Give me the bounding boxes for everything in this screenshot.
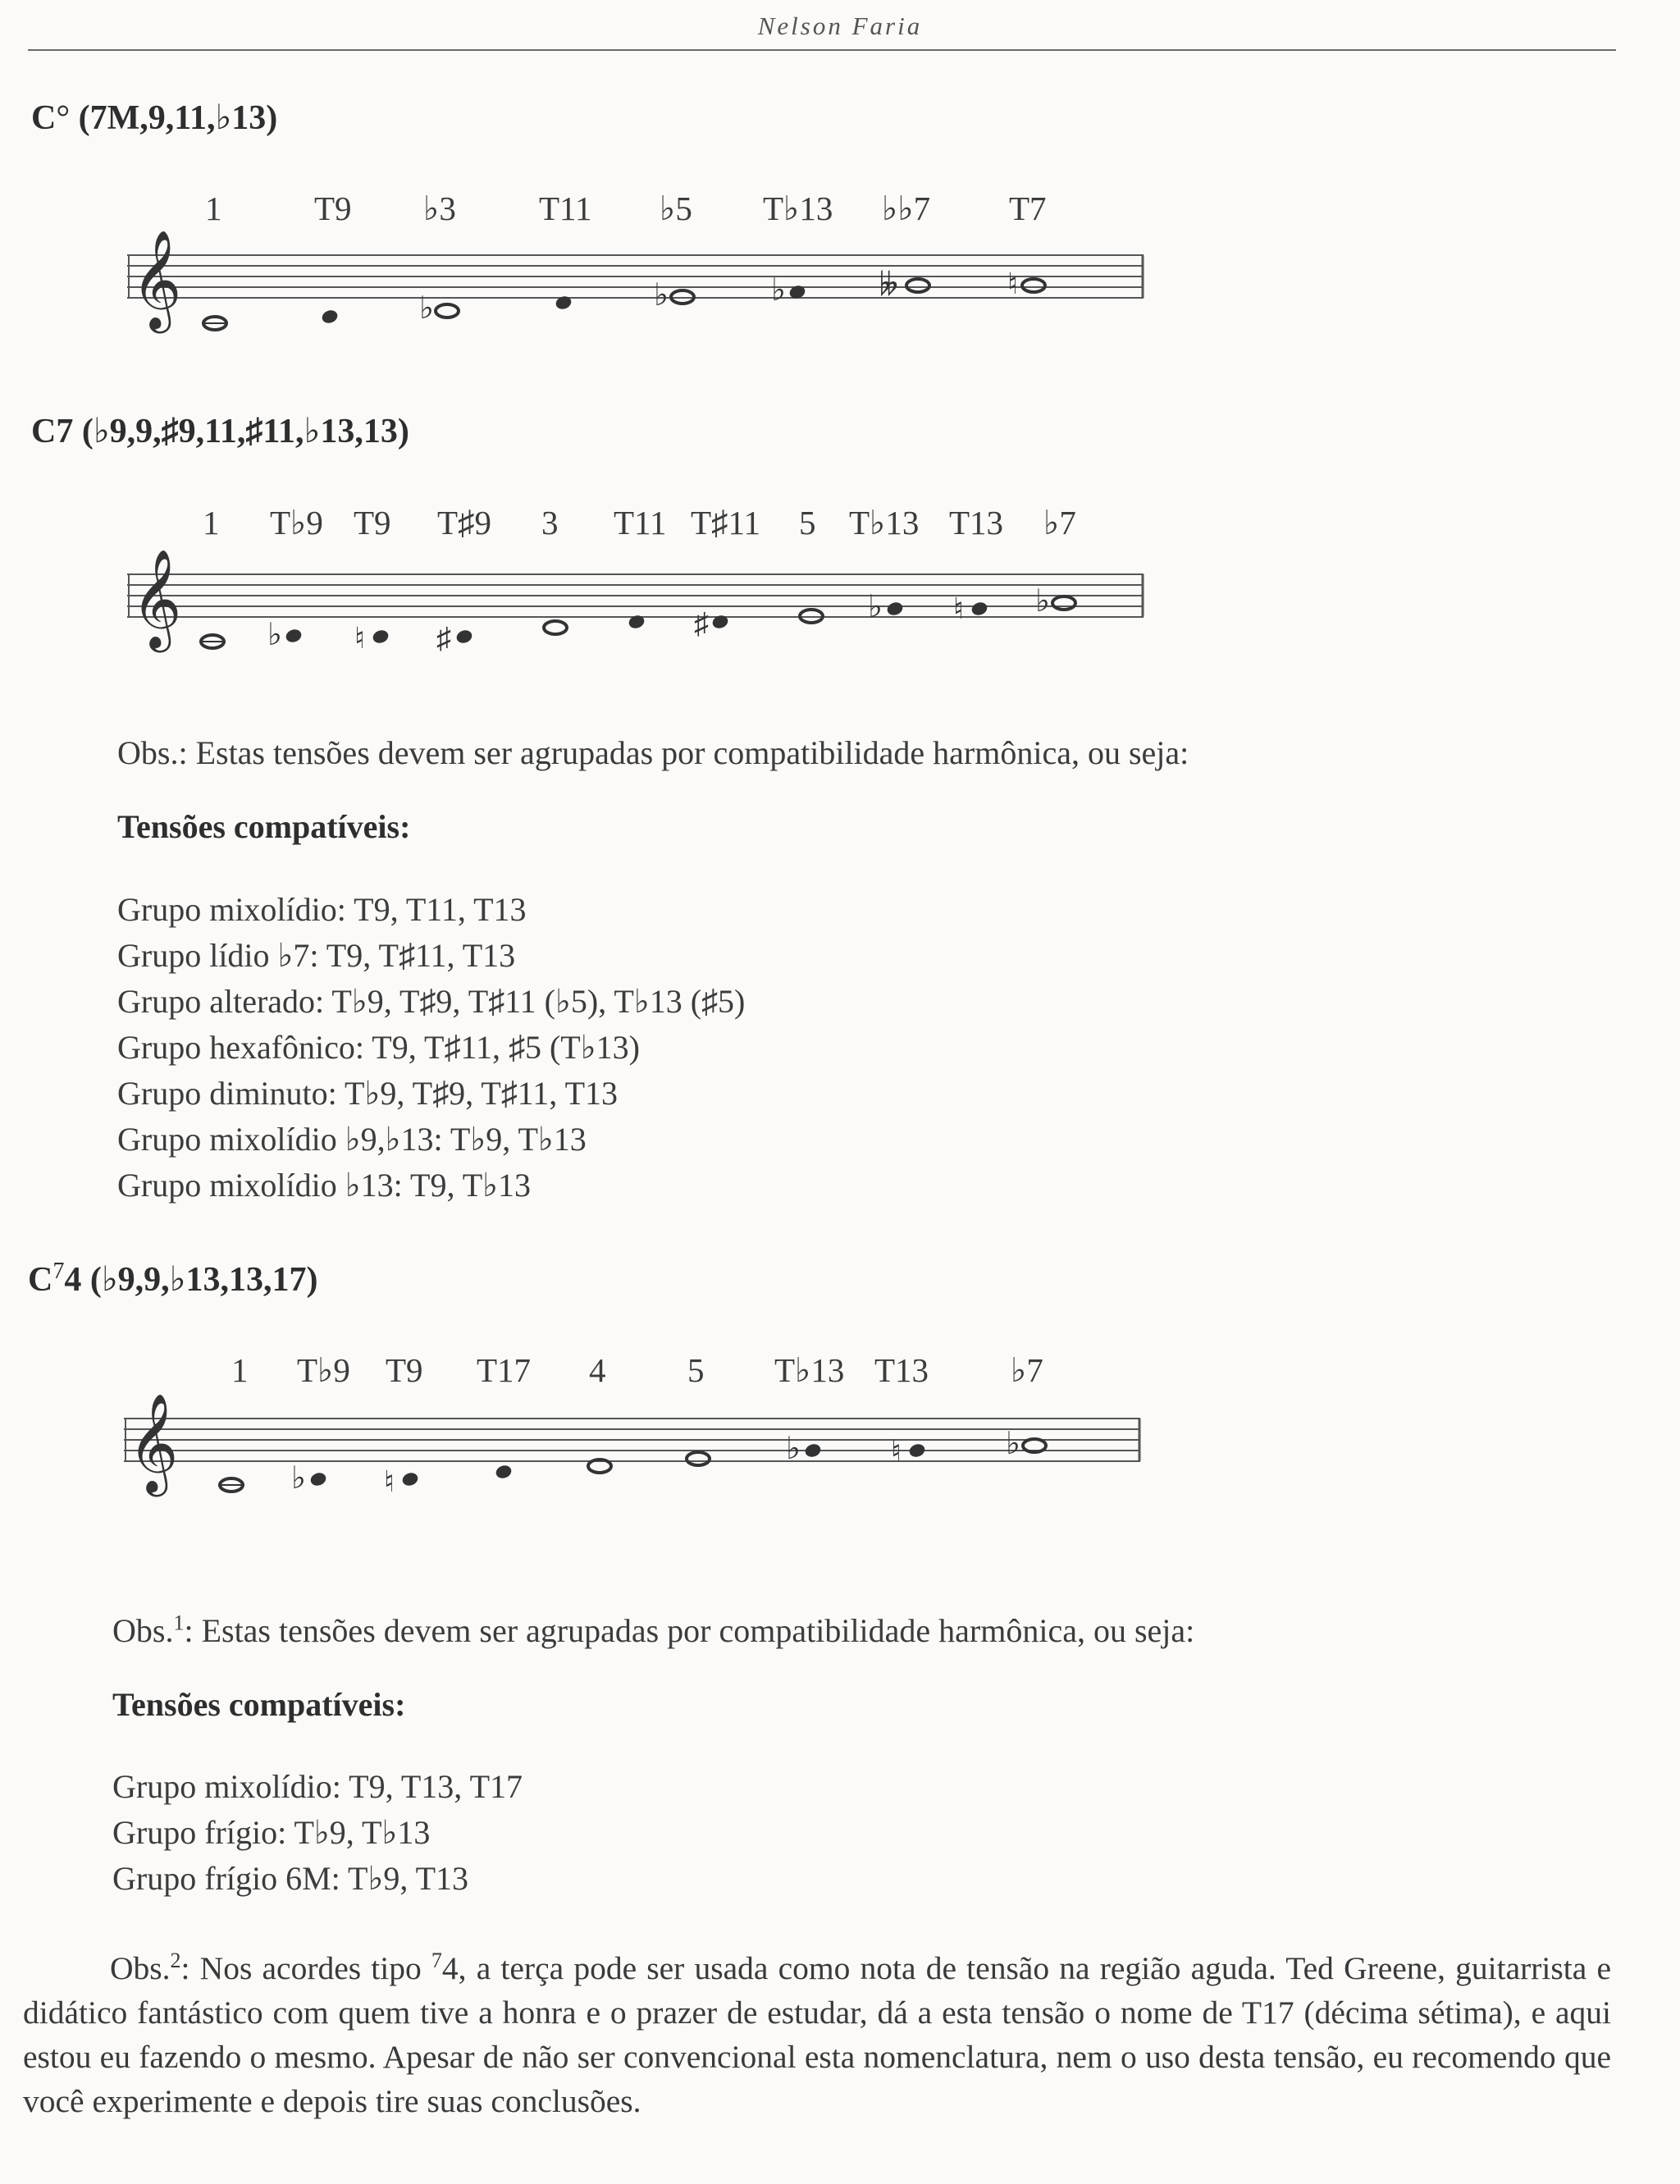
degree-label: 5 xyxy=(799,504,816,541)
tension-group: Grupo mixolídio: T9, T11, T13 xyxy=(117,891,527,928)
treble-clef-icon: 𝄞 xyxy=(131,229,182,329)
flat-icon: ♭ xyxy=(868,590,883,624)
tension-group: Grupo diminuto: T♭9, T♯9, T♯11, T13 xyxy=(117,1075,618,1112)
flat-icon: ♭ xyxy=(786,1432,801,1466)
degree-label: ♭♭7 xyxy=(882,190,931,227)
flat-icon: ♭ xyxy=(419,291,434,326)
natural-icon: ♮ xyxy=(953,592,964,625)
degree-label: T17 xyxy=(477,1351,532,1389)
flat-icon: ♭ xyxy=(1006,1427,1020,1461)
double-flat-icon: 𝄫 xyxy=(879,268,898,303)
tension-group: Grupo mixolídio: T9, T13, T17 xyxy=(112,1768,523,1805)
degree-label: T9 xyxy=(314,190,352,227)
degree-label: T♭9 xyxy=(270,504,323,541)
degree-label: T11 xyxy=(539,190,592,227)
degree-label: ♭5 xyxy=(660,190,692,227)
degree-label: T13 xyxy=(874,1351,929,1389)
quarter-note xyxy=(401,1471,419,1487)
flat-icon: ♭ xyxy=(267,618,282,652)
degree-label: T♯11 xyxy=(691,504,761,541)
degree-label: T9 xyxy=(386,1351,423,1389)
whole-note xyxy=(687,1452,710,1465)
quarter-note xyxy=(309,1471,327,1487)
treble-clef-icon: 𝄞 xyxy=(131,548,182,648)
degree-label: T11 xyxy=(614,504,667,541)
sharp-icon: ♯ xyxy=(436,622,451,655)
degree-label: 1 xyxy=(231,1351,249,1389)
natural-icon: ♮ xyxy=(354,622,365,655)
chord-title-1: C° (7M,9,11,♭13) xyxy=(31,99,278,137)
natural-icon: ♮ xyxy=(1007,267,1018,300)
tension-group: Grupo lídio ♭7: T9, T♯11, T13 xyxy=(117,937,516,974)
degree-label: 4 xyxy=(589,1351,606,1389)
flat-icon: ♭ xyxy=(654,278,669,313)
treble-clef-icon: 𝄞 xyxy=(128,1392,179,1492)
chord-title-3: $C^74$ (♭9,9,♭13,13,17) xyxy=(28,1259,318,1299)
degree-label: T♭13 xyxy=(849,504,920,541)
degree-label: T♯9 xyxy=(437,504,492,541)
compatible-tensions-heading-2: Tensões compatíveis: xyxy=(112,1686,406,1723)
degree-label: 1 xyxy=(205,190,222,227)
obs-note-1: Obs.: Estas tensões devem ser agrupadas por compatibilidade harmônica, ou seja: xyxy=(117,734,1189,771)
tension-group: Grupo mixolídio ♭9,♭13: T♭9, T♭13 xyxy=(117,1121,587,1158)
tension-group: Grupo alterado: T♭9, T♯9, T♯11 (♭5), T♭13 (♯5) xyxy=(117,983,746,1020)
degree-label: T7 xyxy=(1009,190,1047,227)
running-header: Nelson Faria xyxy=(757,11,923,40)
degree-label: T13 xyxy=(949,504,1004,541)
degree-label: 5 xyxy=(687,1351,705,1389)
degree-label: T♭9 xyxy=(297,1351,350,1389)
degree-label: ♭7 xyxy=(1011,1351,1043,1389)
degree-label: 1 xyxy=(203,504,220,541)
chord-title-2: C7 (♭9,9,♯9,11,♯11,♭13,13) xyxy=(31,413,409,450)
quarter-note xyxy=(804,1442,822,1458)
tension-group: Grupo frígio: T♭9, T♭13 xyxy=(112,1814,431,1851)
degree-label: ♭7 xyxy=(1043,504,1076,541)
flat-icon: ♭ xyxy=(291,1461,306,1496)
degree-label: 3 xyxy=(541,504,559,541)
quarter-note xyxy=(495,1464,513,1479)
degree-label: T♭13 xyxy=(774,1351,845,1389)
quarter-note xyxy=(908,1442,926,1458)
degree-label: ♭3 xyxy=(423,190,456,227)
flat-icon: ♭ xyxy=(771,273,786,308)
obs-paragraph-3: Obs.$^2$: Nos acordes tipo $^7$4, a terça pode ser usada como nota de tensão na região aguda. Ted Greene, guitarrista e didático fantástico com quem tive a honra e o prazer de estudar, dá a esta tensão o nome de T17 (décima sétima), e aqui estou eu fazendo o mesmo. Apesar de não ser convencional esta nomenclatura, nem o uso desta tensão, eu recomendo que você experimente e depois tire suas conclusões. xyxy=(23,1948,1611,2119)
tension-group-list-2 xyxy=(112,1764,523,1902)
natural-icon: ♮ xyxy=(891,1435,902,1468)
compatible-tensions-heading-1: Tensões compatíveis: xyxy=(117,808,411,845)
tension-group: Grupo hexafônico: T9, T♯11, ♯5 (T♭13) xyxy=(117,1029,640,1066)
natural-icon: ♮ xyxy=(384,1465,395,1498)
sharp-icon: ♯ xyxy=(694,607,709,640)
obs-note-2: Obs.$^1$: Estas tensões devem ser agrupadas por compatibilidade harmônica, ou seja: xyxy=(112,1611,1195,1649)
tension-group: Grupo frígio 6M: T♭9, T13 xyxy=(112,1860,469,1897)
degree-label: T9 xyxy=(354,504,391,541)
tension-group: Grupo mixolídio ♭13: T9, T♭13 xyxy=(117,1167,532,1204)
degree-label: T♭13 xyxy=(763,190,833,227)
flat-icon: ♭ xyxy=(1035,584,1050,619)
